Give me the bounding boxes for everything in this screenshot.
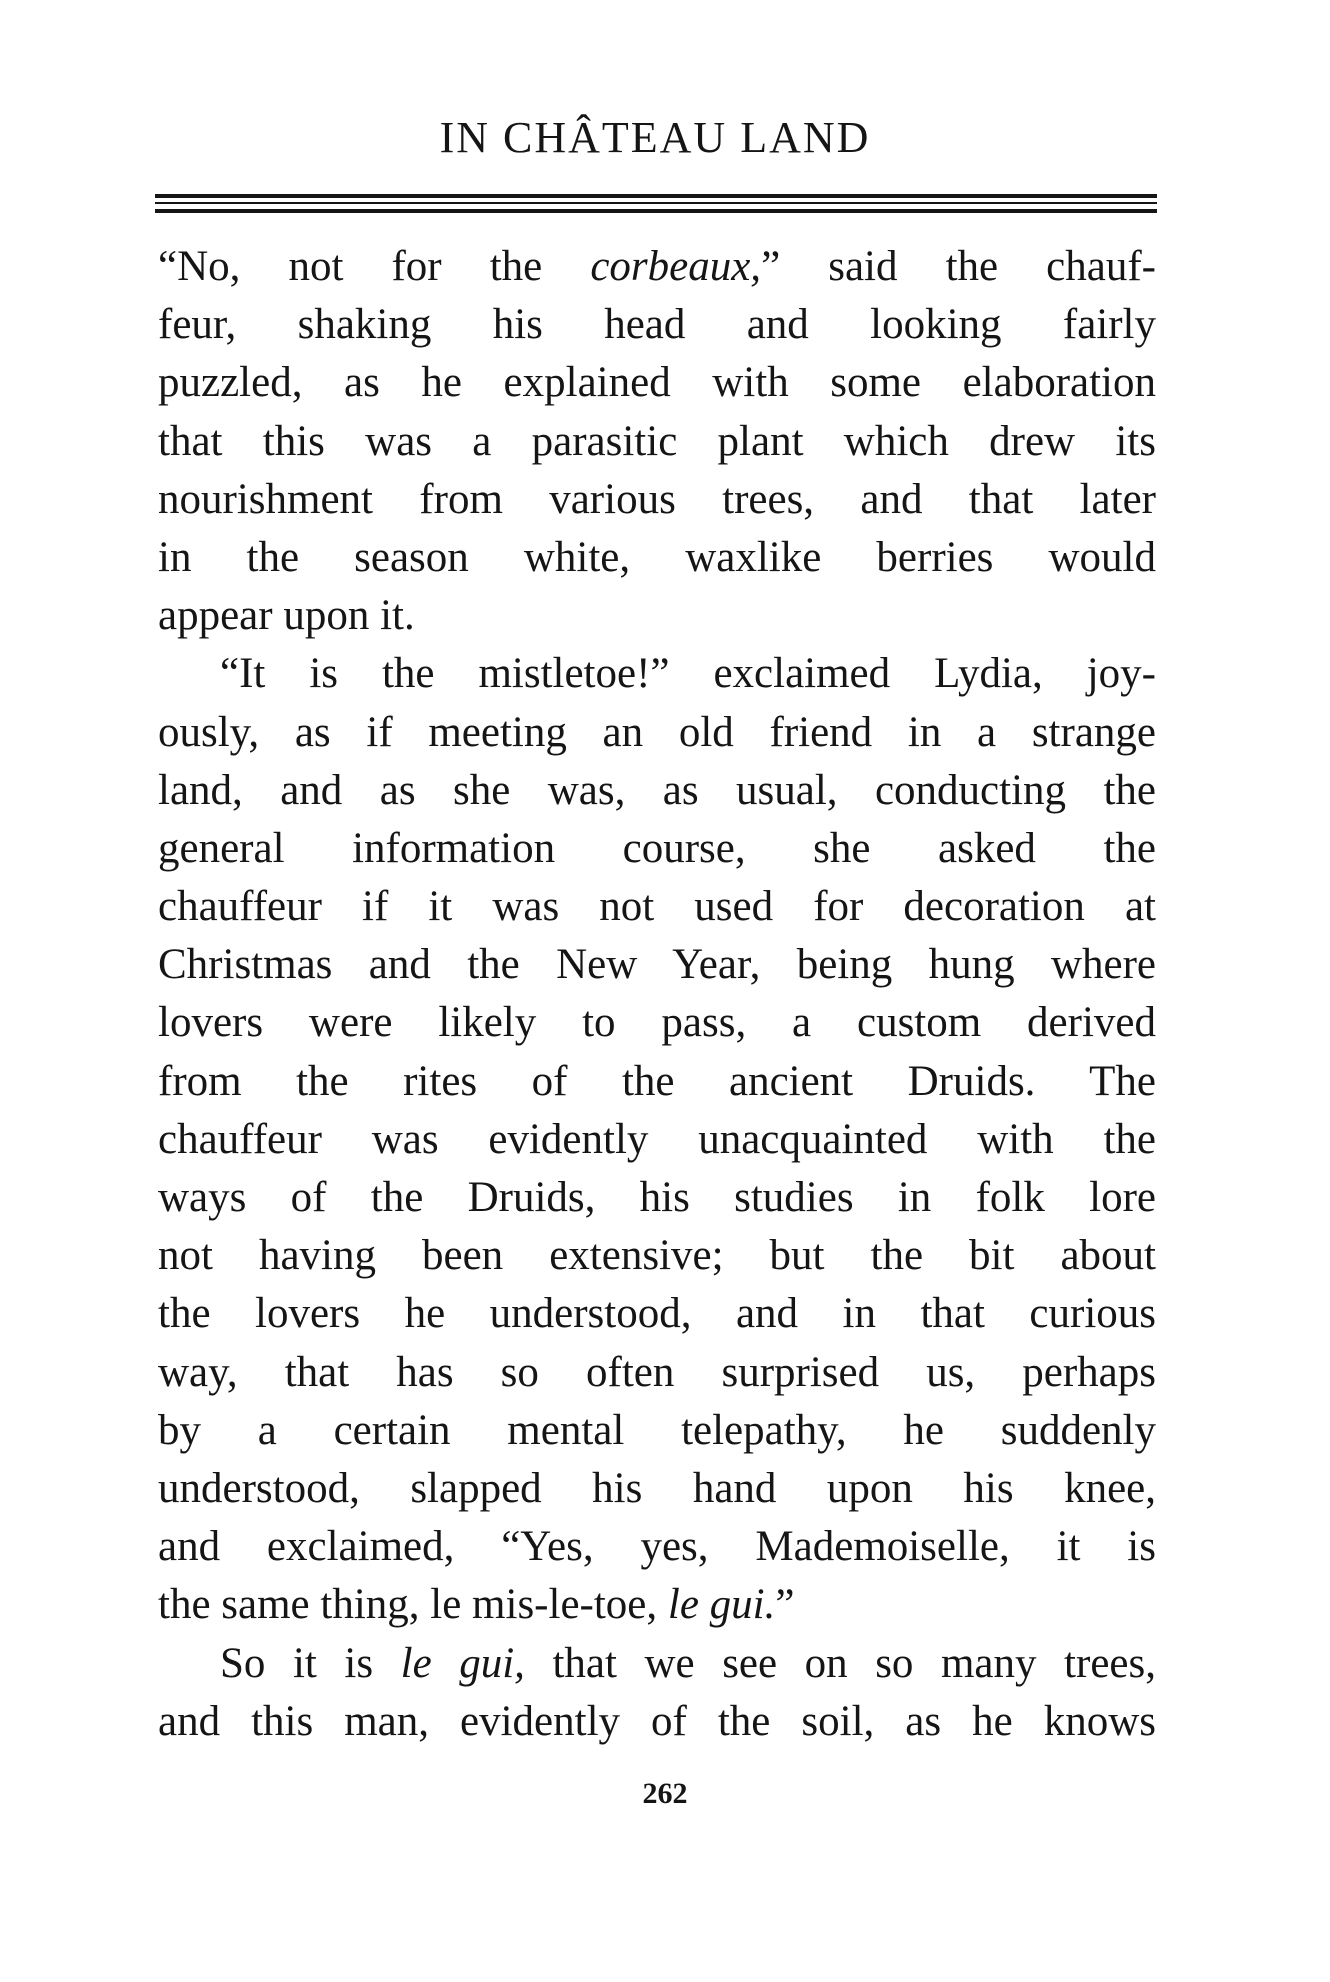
text-line bbox=[158, 1693, 1156, 1751]
text-line bbox=[158, 354, 1156, 412]
text-segment: nourishment from various trees, and that later bbox=[158, 475, 1156, 523]
text-line bbox=[158, 1285, 1156, 1343]
text-segment: ” bbox=[775, 1581, 795, 1629]
text-line bbox=[158, 1053, 1156, 1111]
text-segment: So it is bbox=[220, 1639, 401, 1687]
text-line bbox=[158, 936, 1156, 994]
text-segment: ” said the chauf- bbox=[761, 243, 1156, 290]
text-segment: lovers were likely to pass, a custom derived bbox=[158, 999, 1156, 1047]
text-line bbox=[158, 471, 1156, 529]
text-line bbox=[158, 820, 1156, 878]
text-segment: by a certain mental telepathy, he suddenly bbox=[158, 1406, 1156, 1454]
text-line bbox=[158, 1460, 1156, 1518]
text-line bbox=[158, 413, 1156, 471]
text-segment: appear upon it. bbox=[158, 592, 415, 640]
text-segment: ously, as if meeting an old friend in a strange bbox=[158, 708, 1156, 756]
text-segment: and this man, evidently of the soil, as he knows bbox=[158, 1697, 1156, 1745]
text-segment: in the season white, waxlike berries would bbox=[158, 533, 1156, 581]
text-line bbox=[158, 529, 1156, 587]
text-segment: “It is the mistletoe!” exclaimed Lydia, joy- bbox=[220, 650, 1156, 698]
text-segment: land, and as she was, as usual, conducting the bbox=[158, 766, 1156, 814]
text-segment: that we see on so many trees, bbox=[524, 1639, 1156, 1687]
text-segment: understood, slapped his hand upon his knee, bbox=[158, 1464, 1156, 1512]
text-line bbox=[158, 1111, 1156, 1169]
text-line bbox=[158, 762, 1156, 820]
text-line bbox=[158, 587, 1156, 645]
italic-text: le gui, bbox=[400, 1639, 525, 1687]
body-text bbox=[158, 238, 1156, 1751]
text-line bbox=[158, 1169, 1156, 1227]
text-segment: Christmas and the New Year, being hung where bbox=[158, 941, 1156, 989]
running-head: IN CHÂTEAU LAND bbox=[439, 113, 871, 162]
header-rule-bottom bbox=[155, 209, 1157, 213]
text-segment: general information course, she asked the bbox=[158, 824, 1156, 872]
italic-text: le gui. bbox=[667, 1581, 776, 1629]
header-rule-top bbox=[155, 194, 1157, 198]
text-line bbox=[158, 645, 1156, 703]
text-segment: the lovers he understood, and in that curious bbox=[158, 1290, 1156, 1338]
text-segment: ways of the Druids, his studies in folk lore bbox=[158, 1174, 1156, 1221]
text-segment: the same thing, le mis-le-toe, bbox=[158, 1581, 668, 1629]
text-line bbox=[158, 296, 1156, 354]
header-rule-middle bbox=[155, 202, 1157, 204]
text-line bbox=[158, 1227, 1156, 1285]
text-segment: not having been extensive; but the bit about bbox=[158, 1232, 1156, 1280]
text-segment: “No, not for the bbox=[158, 243, 591, 290]
text-segment: from the rites of the ancient Druids. The bbox=[158, 1057, 1156, 1105]
text-segment: and exclaimed, “Yes, yes, Mademoiselle, it is bbox=[158, 1523, 1156, 1571]
text-segment: puzzled, as he explained with some elaboration bbox=[158, 359, 1156, 407]
text-segment: chauffeur if it was not used for decoration at bbox=[158, 883, 1156, 931]
text-line bbox=[158, 1518, 1156, 1576]
text-line bbox=[158, 238, 1156, 296]
text-segment: chauffeur was evidently unacquainted with the bbox=[158, 1115, 1156, 1163]
text-segment: way, that has so often surprised us, perhaps bbox=[158, 1348, 1156, 1396]
italic-text: corbeaux, bbox=[590, 243, 762, 290]
text-segment: that this was a parasitic plant which drew its bbox=[158, 417, 1156, 465]
text-line bbox=[158, 878, 1156, 936]
page-number: 262 bbox=[642, 1777, 688, 1810]
text-line bbox=[158, 1635, 1156, 1693]
text-line bbox=[158, 1402, 1156, 1460]
text-line bbox=[158, 1344, 1156, 1402]
text-line bbox=[158, 994, 1156, 1052]
text-segment: feur, shaking his head and looking fairly bbox=[158, 301, 1156, 349]
text-line bbox=[158, 1576, 1156, 1634]
text-line bbox=[158, 704, 1156, 762]
